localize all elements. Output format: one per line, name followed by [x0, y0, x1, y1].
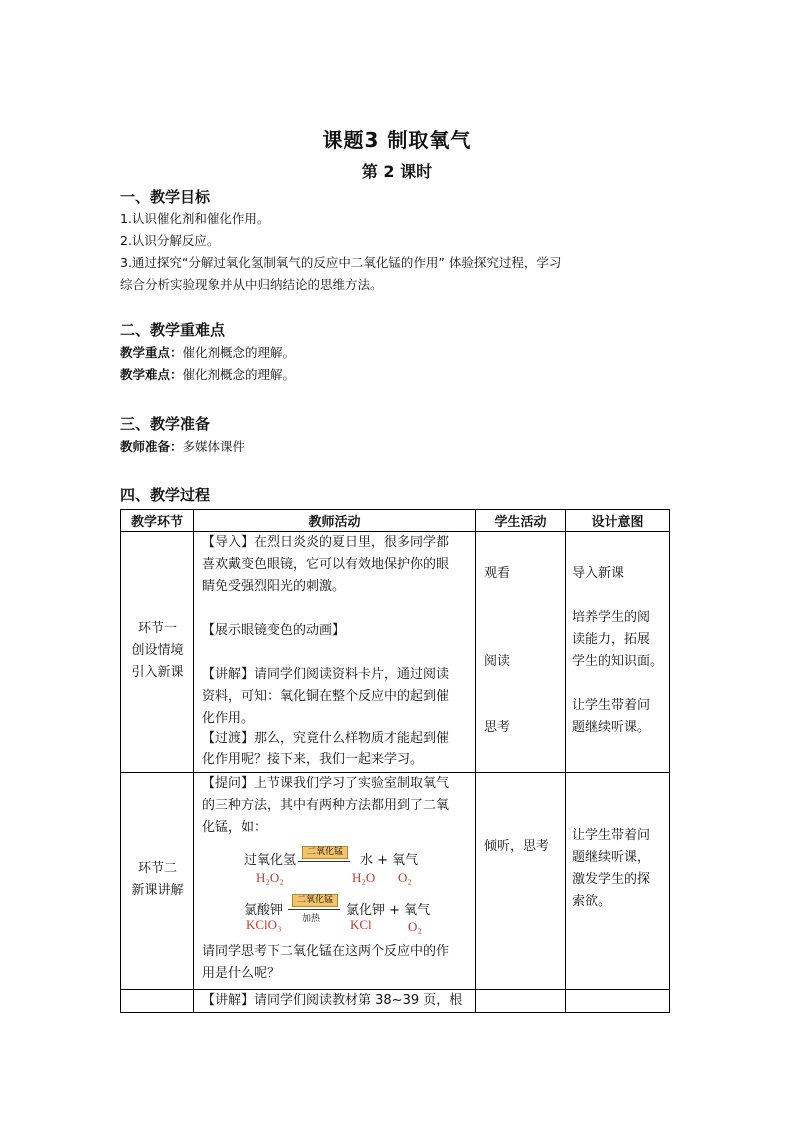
teacher-cell — [194, 532, 476, 773]
goal-item: 2.认识分解反应。 — [120, 233, 220, 248]
eq1-formula-reactant: H₂O₂ — [256, 870, 284, 885]
header-teacher: 教师活动 — [194, 510, 476, 532]
teacher-line: 睛免受强烈阳光的刺激。 — [202, 579, 346, 594]
eq2-formula-product1: KCl — [350, 917, 372, 932]
document-subtitle: 第 2 课时 — [361, 162, 433, 181]
difficulty-label: 教学难点： — [120, 367, 183, 382]
teacher-line: 喜欢戴变色眼镜，它可以有效地保护你的眼 — [202, 557, 450, 572]
difficulty-text: 催化剂概念的理解。 — [182, 367, 296, 382]
teacher-line: 【展示眼镜变色的动画】 — [202, 623, 346, 638]
table-row — [121, 990, 670, 1013]
stage-cell — [121, 990, 194, 1013]
eq1-catalyst-box: 二氧化锰 — [302, 846, 348, 859]
document-title: 课题3 制取氧气 — [322, 128, 472, 152]
teacher-line: 【讲解】请同学们阅读教材第 38~39 页，根 — [202, 993, 463, 1008]
student-line: 倾听，思考 — [484, 839, 550, 854]
student-cell — [476, 773, 566, 990]
goals-heading: 一、教学目标 — [120, 188, 211, 206]
eq1-products: 水 + 氧气 — [360, 853, 419, 868]
student-cell — [476, 990, 566, 1013]
focus-line — [120, 343, 295, 363]
teacher-line: 资料，可知：氧化铜在整个反应中的起到催 — [202, 689, 450, 704]
table-row — [121, 532, 670, 773]
intent-cell — [566, 773, 670, 990]
intent-line: 让学生带着问 — [572, 828, 651, 843]
intent-line: 学生的知识面。 — [572, 654, 664, 669]
intent-line: 培养学生的阅 — [572, 610, 651, 625]
process-heading: 四、教学过程 — [120, 486, 211, 504]
prep-line — [120, 437, 245, 457]
student-line: 观看 — [484, 566, 511, 581]
header-intent: 设计意图 — [566, 510, 670, 532]
table-header-row — [121, 510, 670, 532]
stage-cell — [121, 773, 194, 990]
eq2-catalyst-box: 二氧化锰 — [292, 894, 338, 907]
student-line: 阅读 — [484, 654, 511, 669]
stage-line: 创设情境 — [131, 643, 184, 658]
stage-cell — [121, 532, 194, 773]
goal-item: 3.通过探究“分解过氧化氢制氧气的反应中二氧化锰的作用” 体验探究过程，学习 — [120, 255, 562, 270]
intent-cell — [566, 532, 670, 773]
stage-line: 环节一 — [137, 621, 177, 636]
teacher-line: 请同学思考下二氧化锰在这两个反应中的作 — [202, 944, 450, 959]
focus-text: 催化剂概念的理解。 — [182, 345, 296, 360]
student-cell — [476, 532, 566, 773]
stage-line: 引入新课 — [131, 665, 184, 680]
intent-line: 激发学生的探 — [572, 872, 651, 887]
intent-cell — [566, 990, 670, 1013]
prep-label: 教师准备： — [120, 439, 183, 454]
header-student: 学生活动 — [476, 510, 566, 532]
eq1-formula-product2: O₂ — [398, 870, 412, 885]
eq1-reaction-line — [298, 861, 350, 862]
teacher-line: 【提问】上节课我们学习了实验室制取氧气 — [202, 776, 450, 791]
stage-line: 新课讲解 — [131, 883, 184, 898]
teacher-cell — [194, 990, 476, 1013]
student-line: 思考 — [484, 720, 511, 735]
teacher-line: 化作用呢？接下来，我们一起来学习。 — [202, 752, 424, 767]
teacher-line: 的三种方法，其中有两种方法都用到了二氧 — [202, 798, 450, 813]
intent-line: 题继续听课， — [572, 850, 651, 865]
process-table — [120, 509, 670, 1013]
teacher-line: 【过渡】那么，究竟什么样物质才能起到催 — [202, 731, 450, 746]
prep-heading: 三、教学准备 — [120, 415, 211, 433]
key-points-heading: 二、教学重难点 — [120, 321, 226, 339]
focus-label: 教学重点： — [120, 345, 183, 360]
intent-line: 让学生带着问 — [572, 698, 651, 713]
teacher-line: 【导入】在烈日炎炎的夏日里，很多同学都 — [202, 535, 450, 550]
eq2-formula-product2: O₂ — [408, 919, 422, 934]
eq2-formula-reactant: KClO₃ — [246, 917, 282, 932]
intent-line: 读能力，拓展 — [572, 632, 651, 647]
eq1-reactant: 过氧化氢 — [244, 853, 297, 868]
eq2-reactant: 氯酸钾 — [244, 903, 284, 918]
eq2-condition: 加热 — [302, 914, 321, 924]
teacher-line: 【讲解】请同学们阅读资料卡片，通过阅读 — [202, 667, 450, 682]
intent-line: 索欲。 — [572, 894, 612, 909]
intent-line: 导入新课 — [572, 566, 625, 581]
goal-item: 1.认识催化剂和催化作用。 — [120, 211, 270, 226]
header-stage: 教学环节 — [121, 510, 194, 532]
eq1-formula-product1: H₂O — [352, 870, 376, 885]
teacher-cell — [194, 773, 476, 990]
eq2-products: 氯化钾 + 氧气 — [346, 903, 431, 918]
stage-line: 环节二 — [137, 861, 177, 876]
intent-line: 题继续听课。 — [572, 720, 651, 735]
difficulty-line — [120, 365, 295, 385]
teacher-line: 化锰，如： — [202, 820, 268, 835]
teacher-line: 化作用。 — [202, 711, 255, 726]
eq2-reaction-line — [288, 909, 340, 910]
table-row — [121, 773, 670, 990]
goal-item: 综合分析实验现象并从中归纳结论的思维方法。 — [120, 277, 383, 292]
prep-text: 多媒体课件 — [182, 439, 246, 454]
teacher-line: 用是什么呢？ — [202, 966, 281, 981]
